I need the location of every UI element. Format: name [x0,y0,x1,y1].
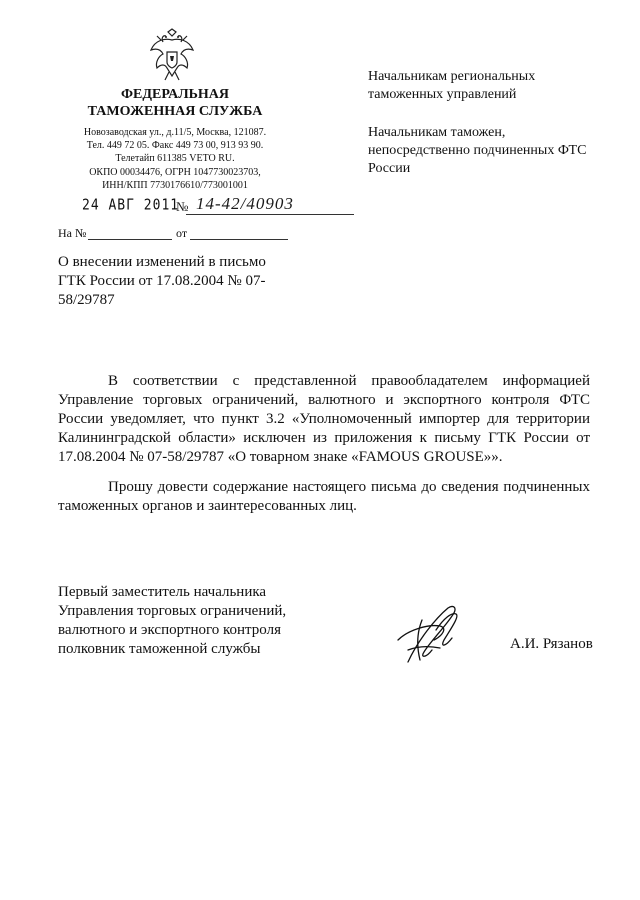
reference-from-label: от [176,226,188,240]
reference-date-blank [190,239,288,240]
registration-date-stamp: 24 АВГ 2011 [82,196,180,215]
org-address: Новозаводская ул., д.11/5, Москва, 121087. [83,127,267,138]
reference-number-label: На № [58,226,87,240]
signatory-title [58,583,338,659]
signatory-title-line-2: Управления торговых ограничений, [58,603,287,619]
recipient-customs: Начальникам таможен, непосредственно подчиненных ФТС России [368,125,587,176]
recipient-regional: Начальникам региональных таможенных управлений [368,69,536,102]
registration-number: 14-42/40903 [196,194,294,213]
org-codes: ОКПО 00034476, ОГРН 1047730023703, [89,166,261,178]
org-name-line-1: ФЕДЕРАЛЬНАЯ [120,87,229,102]
reference-number-blank [88,239,172,240]
handwritten-signature [378,600,478,670]
org-phones: Тел. 449 72 05. Факс 449 73 00, 913 93 90. [86,140,264,152]
body-paragraph-1: В соответствии с представленной правообладателем информацией Управление торговых ограничений, валютного и экспортного контроля ФТС России уведомляет, что пункт 3.2 «Уполномоченный импортер для территории Калининградской области» исключен из приложения к письму ГТК России от 17.08.2004 № 07-58/29787 «О товарном знаке «FAMOUS GROUSE»». [58,373,590,465]
org-teletype: Телетайп 611385 VETO RU. [115,153,235,165]
org-name-line-2: ТАМОЖЕННАЯ СЛУЖБА [87,104,263,119]
organization-contacts [40,126,310,192]
registration-line [58,194,308,216]
signatory-name: А.И. Рязанов [510,636,593,652]
coat-of-arms-icon [147,28,197,82]
reference-line [58,226,318,242]
registration-underline [186,214,354,215]
signatory-title-line-1: Первый заместитель начальника [58,584,267,600]
organization-name [60,86,290,120]
signatory-title-line-3: валютного и экспортного контроля [58,622,281,638]
registration-number-label: № [176,199,189,214]
signatory-title-line-4: полковник таможенной службы [58,641,261,657]
org-inn: ИНН/КПП 7730176610/773001001 [102,179,248,191]
body-paragraph-2: Прошу довести содержание настоящего письма до сведения подчиненных таможенных органов и заинтересованных лиц. [58,479,590,514]
letter-subject: О внесении изменений в письмо ГТК России от 17.08.2004 № 07-58/29787 [58,254,266,308]
